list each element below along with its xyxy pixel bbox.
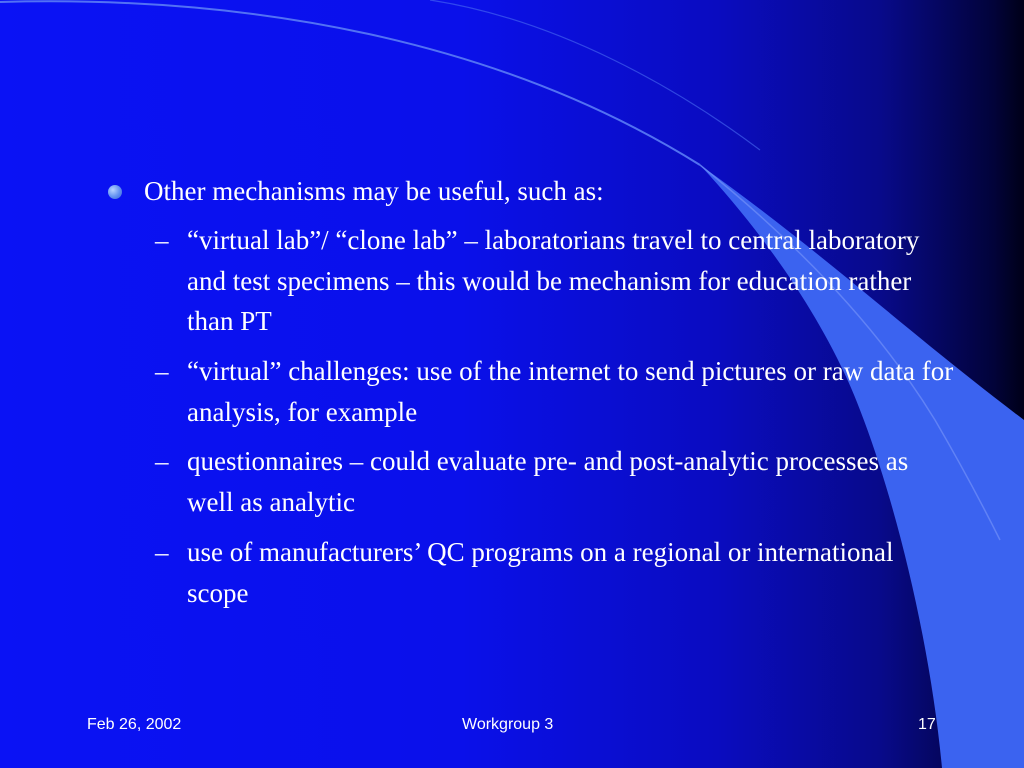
bullet-dot-icon (108, 185, 122, 199)
dash-marker: – (155, 446, 169, 476)
sub-bullet-text: “virtual” challenges: use of the internet to send pictures or raw data for analysis, for example (187, 356, 954, 427)
dash-marker: – (155, 537, 169, 567)
footer-date: Feb 26, 2002 (87, 716, 182, 733)
main-bullet-text: Other mechanisms may be useful, such as: (144, 176, 604, 206)
page-number: 17 (918, 716, 936, 733)
dash-marker: – (155, 356, 169, 386)
footer-center-text: Workgroup 3 (462, 716, 554, 733)
sub-bullet-text: questionnaires – could evaluate pre- and post-analytic processes as well as analytic (187, 446, 909, 517)
sub-bullet-text: use of manufacturers’ QC programs on a regional or international scope (187, 537, 894, 608)
sub-bullet-text: “virtual lab”/ “clone lab” – laboratorians travel to central laboratory and test specimens – this would be mechanism for education rather than PT (187, 225, 920, 336)
dash-marker: – (155, 225, 169, 255)
